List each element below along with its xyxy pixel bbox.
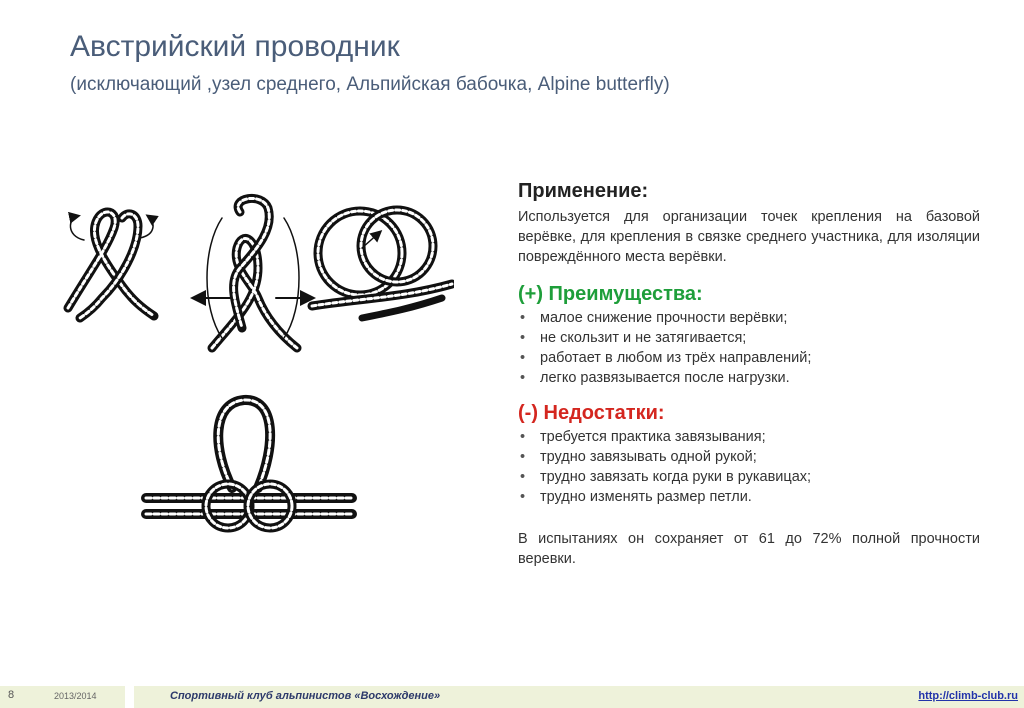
knot-finished-icon: [146, 400, 352, 528]
cons-item: • трудно завязывать одной рукой;: [520, 449, 757, 465]
bullet-icon: •: [520, 330, 526, 346]
pros-item: • работает в любом из трёх направлений;: [520, 350, 812, 366]
bullet-icon: •: [520, 449, 526, 465]
footer-link[interactable]: http://climb-club.ru: [918, 690, 1018, 702]
bullet-icon: •: [520, 350, 526, 366]
conclusion-text: В испытаниях он сохраняет от 61 до 72% полной прочности веревки.: [518, 531, 980, 567]
cons-item: • трудно завязать когда руки в рукавицах;: [520, 469, 812, 485]
cons-heading: (-) Недостатки:: [518, 402, 665, 424]
footer-club-name: Спортивный клуб альпинистов «Восхождение»: [170, 690, 441, 702]
bullet-icon: •: [520, 429, 526, 445]
footer-year: 2013/2014: [54, 691, 97, 701]
pros-list: [518, 308, 980, 388]
bullet-icon: •: [520, 370, 526, 386]
content-panel: [518, 180, 980, 569]
cons-list: [518, 427, 980, 507]
usage-text: Используется для организации точек крепления на базовой верёвке, для крепления в связке среднего участника, для изоляции повреждённого места верёвки.: [518, 209, 980, 265]
bullet-icon: •: [520, 489, 526, 505]
knot-step-2-icon: [194, 198, 312, 348]
pros-heading: (+) Преимущества:: [518, 283, 703, 305]
knot-step-1-icon: [68, 212, 154, 318]
bullet-icon: •: [520, 469, 526, 485]
page-number: 8: [8, 689, 15, 701]
pros-item: • не скользит и не затягивается;: [520, 330, 747, 346]
page-subtitle: (исключающий ,узел среднего, Альпийская бабочка, Alpine butterfly): [70, 74, 670, 95]
pros-item: • малое снижение прочности верёвки;: [520, 310, 788, 326]
page-title: Австрийский проводник: [70, 30, 400, 63]
usage-heading: Применение:: [518, 180, 649, 202]
knot-illustration: [62, 188, 454, 558]
knot-step-3-icon: [312, 210, 452, 318]
cons-item: • трудно изменять размер петли.: [520, 489, 752, 505]
bullet-icon: •: [520, 310, 526, 326]
pros-item: • легко развязывается после нагрузки.: [520, 370, 790, 386]
cons-item: • требуется практика завязывания;: [520, 429, 766, 445]
